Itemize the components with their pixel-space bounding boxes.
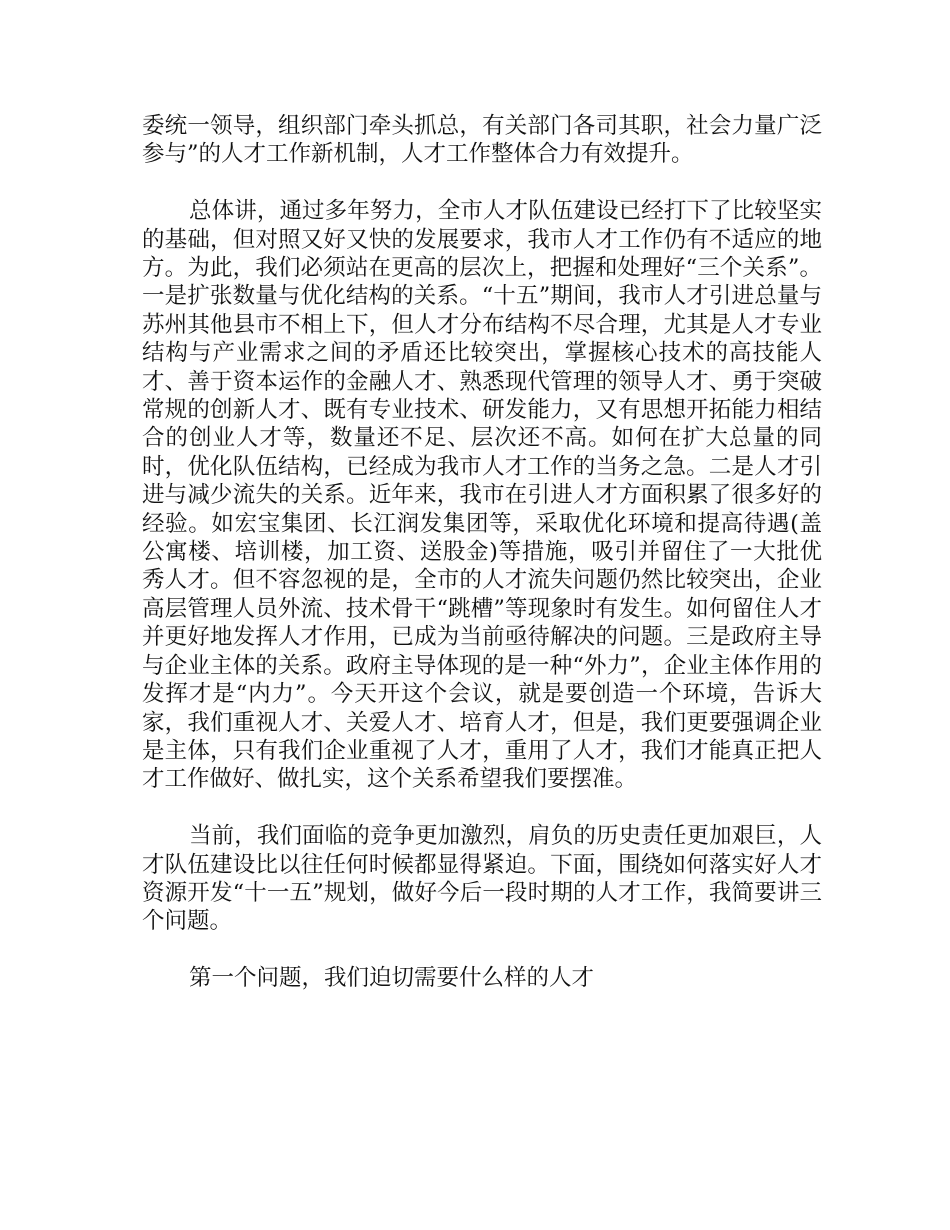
paragraph-gap: [142, 794, 822, 822]
paragraph-current-situation: 当前，我们面临的竞争更加激烈，肩负的历史责任更加艰巨，人才队伍建设比以往任何时候都显得紧迫。下面，围绕如何落实好人才资源开发“十一五”规划，做好今后一段时期的人才工作，我简要讲三个问题。: [142, 823, 822, 935]
paragraph-continuation: 委统一领导，组织部门牵头抓总，有关部门各司其职，社会力量广泛参与”的人才工作新机制，人才工作整体合力有效提升。: [142, 113, 822, 168]
paragraph-gap: [142, 936, 822, 964]
paragraph-three-relations: 总体讲，通过多年努力，全市人才队伍建设已经打下了比较坚实的基础，但对照又好又快的发展要求，我市人才工作仍有不适应的地方。为此，我们必须站在更高的层次上，把握和处理好“三个关系”。一是扩张数量与优化结构的关系。“十五”期间，我市人才引进总量与苏州其他县市不相上下，但人才分布结构不尽合理，尤其是人才专业结构与产业需求之间的矛盾还比较突出，掌握核心技术的高技能人才、善于资本运作的金融人才、熟悉现代管理的领导人才、勇于突破常规的创新人才、既有专业技术、研发能力，又有思想开拓能力相结合的创业人才等，数量还不足、层次还不高。如何在扩大总量的同时，优化队伍结构，已经成为我市人才工作的当务之急。二是人才引进与减少流失的关系。近年来，我市在引进人才方面积累了很多好的经验。如宏宝集团、长江润发集团等，采取优化环境和提高待遇(盖公寓楼、培训楼，加工资、送股金)等措施，吸引并留住了一大批优秀人才。但不容忽视的是，全市的人才流失问题仍然比较突出，企业高层管理人员外流、技术骨干“跳槽”等现象时有发生。如何留住人才并更好地发挥人才作用，已成为当前亟待解决的问题。三是政府主导与企业主体的关系。政府主导体现的是一种“外力”，企业主体作用的发挥才是“内力”。今天开这个会议，就是要创造一个环境，告诉大家，我们重视人才、关爱人才、培育人才，但是，我们更要强调企业是主体，只有我们企业重视了人才，重用了人才，我们才能真正把人才工作做好、做扎实，这个关系希望我们要摆准。: [142, 198, 822, 793]
paragraph-gap: [142, 169, 822, 197]
document-body: [142, 112, 822, 993]
section-heading-first-question: 第一个问题，我们迫切需要什么样的人才: [189, 965, 595, 992]
